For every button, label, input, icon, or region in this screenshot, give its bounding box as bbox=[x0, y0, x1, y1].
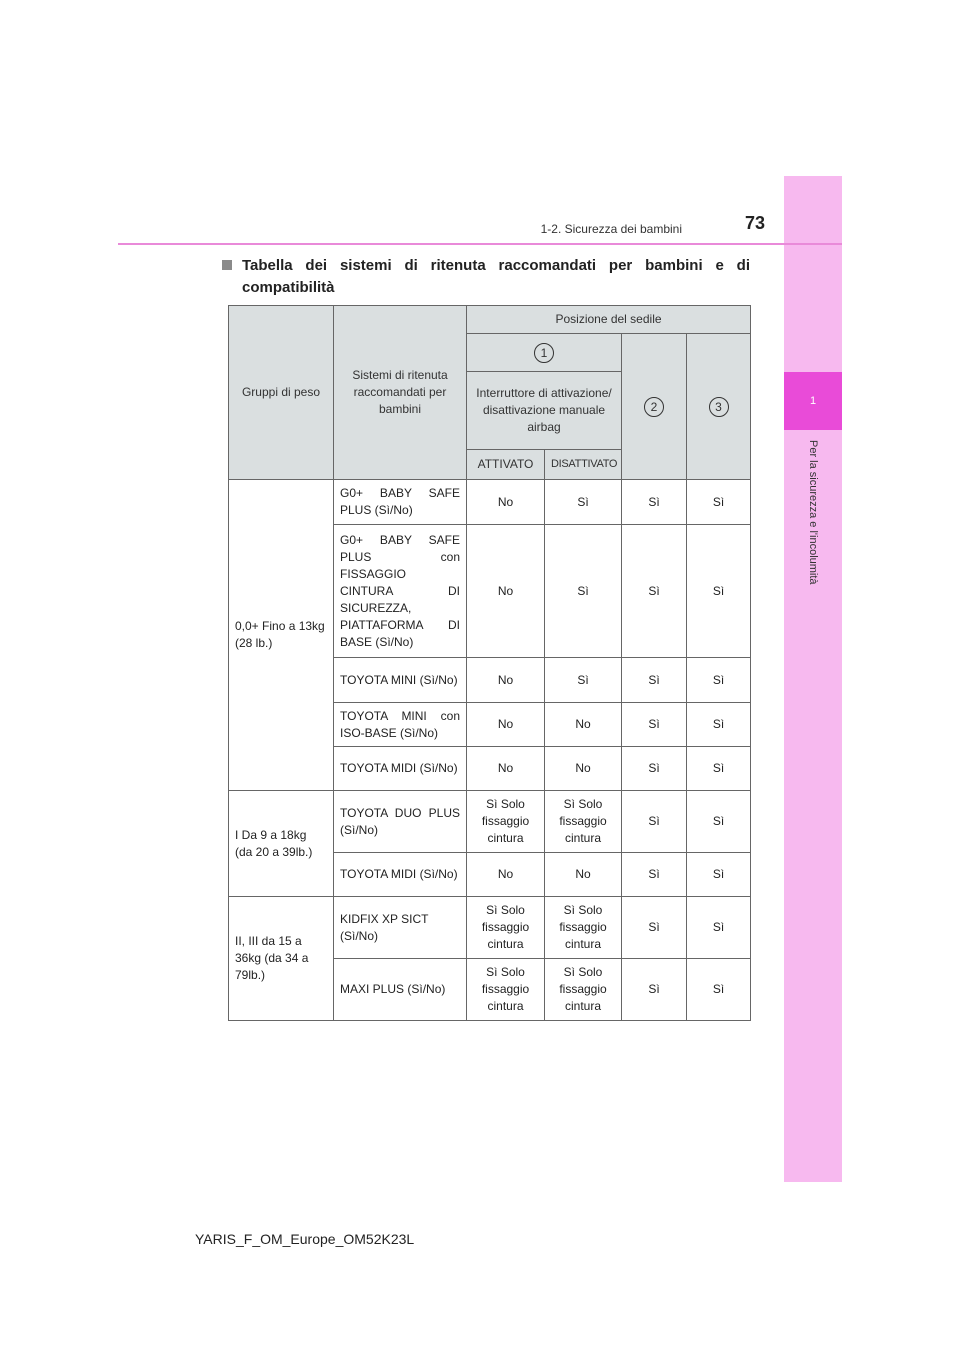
heading-line-1: Tabella dei sistemi di ritenuta raccomandati per bambini e di bbox=[242, 257, 750, 274]
chapter-tab-number: 1 bbox=[809, 395, 817, 407]
document-footer: YARIS_F_OM_Europe_OM52K23L bbox=[195, 1231, 415, 1247]
system-cell: G0+ BABY SAFE PLUS con FISSAGGIO CINTURA DI SICUREZZA, PIATTAFORMA DI BASE (Sì/No) bbox=[334, 525, 467, 658]
airbag-off-cell: No bbox=[545, 853, 622, 897]
airbag-on-cell: No bbox=[467, 703, 545, 747]
weight-group-cell: I Da 9 a 18kg (da 20 a 39lb.) bbox=[229, 791, 334, 897]
header-seat-position: Posizione del sedile bbox=[467, 306, 751, 334]
seat-3-cell: Sì bbox=[687, 525, 751, 658]
system-cell: MAXI PLUS (Sì/No) bbox=[334, 959, 467, 1021]
system-cell: KIDFIX XP SICT (Sì/No) bbox=[334, 897, 467, 959]
airbag-on-cell: Sì Solo fissaggio cintura bbox=[467, 959, 545, 1021]
header-rule bbox=[118, 243, 842, 245]
page-number: 73 bbox=[745, 213, 766, 233]
seat-1-number: 1 bbox=[534, 343, 554, 363]
chapter-label-text: Per la sicurezza e l'incolumità bbox=[807, 440, 819, 585]
system-cell: TOYOTA DUO PLUS (Sì/No) bbox=[334, 791, 467, 853]
system-cell: G0+ BABY SAFE PLUS (Sì/No) bbox=[334, 480, 467, 525]
seat-3-cell: Sì bbox=[687, 658, 751, 703]
chapter-tab bbox=[784, 372, 842, 430]
square-bullet-icon bbox=[222, 260, 232, 270]
seat-2-cell: Sì bbox=[622, 703, 687, 747]
seat-3-cell: Sì bbox=[687, 747, 751, 791]
seat-2-number: 2 bbox=[644, 397, 664, 417]
airbag-on-cell: Sì Solo fissaggio cintura bbox=[467, 897, 545, 959]
weight-group-cell: II, III da 15 a 36kg (da 34 a 79lb.) bbox=[229, 897, 334, 1021]
airbag-on-cell: No bbox=[467, 747, 545, 791]
airbag-off-cell: Sì Solo fissaggio cintura bbox=[545, 897, 622, 959]
seat-3-cell: Sì bbox=[687, 480, 751, 525]
header-airbag-switch: Interruttore di attivazione/ disattivazione manuale airbag bbox=[467, 372, 622, 450]
airbag-off-cell: No bbox=[545, 703, 622, 747]
airbag-on-cell: Sì Solo fissaggio cintura bbox=[467, 791, 545, 853]
seat-2-cell: Sì bbox=[622, 525, 687, 658]
seat-3-cell: Sì bbox=[687, 897, 751, 959]
airbag-on-cell: No bbox=[467, 658, 545, 703]
section-header: 1-2. Sicurezza dei bambini bbox=[540, 222, 682, 236]
seat-3-cell: Sì bbox=[687, 959, 751, 1021]
seat-2-cell: Sì bbox=[622, 897, 687, 959]
seat-2-cell: Sì bbox=[622, 959, 687, 1021]
airbag-off-cell: Sì bbox=[545, 658, 622, 703]
header-weight-groups: Gruppi di peso bbox=[229, 306, 334, 480]
seat-3-cell: Sì bbox=[687, 703, 751, 747]
airbag-off-cell: Sì bbox=[545, 480, 622, 525]
header-seat-1 bbox=[467, 334, 622, 372]
system-cell: TOYOTA MIDI (Sì/No) bbox=[334, 747, 467, 791]
table-row bbox=[229, 791, 751, 853]
compatibility-table bbox=[228, 305, 751, 1021]
seat-3-cell: Sì bbox=[687, 853, 751, 897]
seat-2-cell: Sì bbox=[622, 747, 687, 791]
header-seat-2 bbox=[622, 334, 687, 480]
airbag-off-cell: No bbox=[545, 747, 622, 791]
airbag-on-cell: No bbox=[467, 525, 545, 658]
airbag-off-cell: Sì Solo fissaggio cintura bbox=[545, 791, 622, 853]
seat-2-cell: Sì bbox=[622, 480, 687, 525]
header-airbag-off: DISATTIVATO bbox=[545, 450, 622, 480]
seat-2-cell: Sì bbox=[622, 791, 687, 853]
header-seat-3 bbox=[687, 334, 751, 480]
system-cell: TOYOTA MIDI (Sì/No) bbox=[334, 853, 467, 897]
table-row bbox=[229, 480, 751, 525]
weight-group-cell: 0,0+ Fino a 13kg (28 lb.) bbox=[229, 480, 334, 791]
seat-3-number: 3 bbox=[709, 397, 729, 417]
seat-2-cell: Sì bbox=[622, 658, 687, 703]
airbag-on-cell: No bbox=[467, 480, 545, 525]
seat-2-cell: Sì bbox=[622, 853, 687, 897]
airbag-on-cell: No bbox=[467, 853, 545, 897]
system-cell: TOYOTA MINI con ISO-BASE (Sì/No) bbox=[334, 703, 467, 747]
side-strip bbox=[784, 176, 842, 1182]
airbag-off-cell: Sì bbox=[545, 525, 622, 658]
heading-line-2: compatibilità bbox=[242, 279, 335, 296]
header-airbag-on: ATTIVATO bbox=[467, 450, 545, 480]
header-restraint-systems: Sistemi di ritenuta raccomandati per bambini bbox=[334, 306, 467, 480]
table-row bbox=[229, 897, 751, 959]
system-cell: TOYOTA MINI (Sì/No) bbox=[334, 658, 467, 703]
airbag-off-cell: Sì Solo fissaggio cintura bbox=[545, 959, 622, 1021]
seat-3-cell: Sì bbox=[687, 791, 751, 853]
